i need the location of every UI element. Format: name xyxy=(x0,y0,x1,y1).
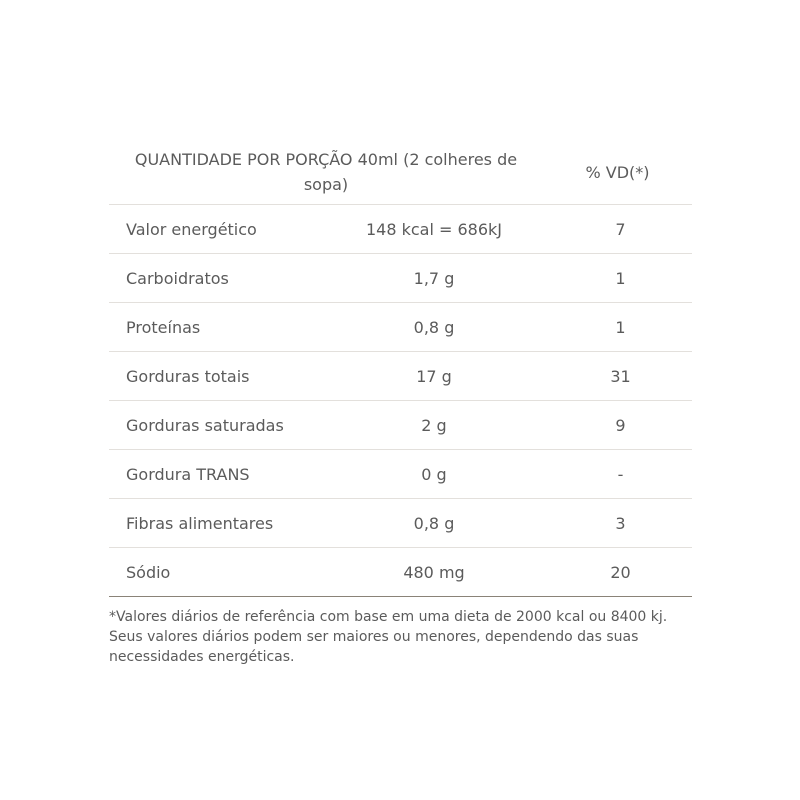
nutrient-amount: 17 g xyxy=(416,366,452,386)
nutrient-name: Sódio xyxy=(126,562,171,582)
serving-size-line-1: QUANTIDADE POR PORÇÃO 40ml (2 colheres de xyxy=(134,150,518,169)
table-row xyxy=(109,548,692,597)
footnote-line-2: Seus valores diários podem ser maiores ou menores, dependendo das suas xyxy=(109,629,639,645)
table-row xyxy=(109,254,692,303)
nutrient-name: Gordura TRANS xyxy=(126,464,250,484)
serving-size-header xyxy=(109,147,543,197)
nutrient-amount: 148 kcal = 686kJ xyxy=(365,219,503,239)
table-header xyxy=(109,140,692,205)
nutrient-daily-value: 1 xyxy=(615,317,626,337)
nutrient-amount: 1,7 g xyxy=(413,268,455,288)
table-row xyxy=(109,450,692,499)
table-row xyxy=(109,499,692,548)
nutrient-name: Gorduras totais xyxy=(126,366,250,386)
nutrient-name: Carboidratos xyxy=(126,268,229,288)
nutrient-name: Gorduras saturadas xyxy=(126,415,284,435)
nutrient-daily-value: - xyxy=(617,464,624,484)
nutrition-table xyxy=(109,140,692,597)
nutrient-daily-value: 7 xyxy=(615,219,626,239)
nutrient-daily-value: 1 xyxy=(615,268,626,288)
nutrient-amount: 480 mg xyxy=(403,562,465,582)
daily-value-footnote xyxy=(109,607,692,667)
nutrient-amount: 0 g xyxy=(421,464,447,484)
nutrient-name: Proteínas xyxy=(126,317,201,337)
table-row xyxy=(109,205,692,254)
nutrient-amount: 0,8 g xyxy=(413,513,455,533)
nutrient-daily-value: 9 xyxy=(615,415,626,435)
table-row xyxy=(109,401,692,450)
footnote-line-1: *Valores diários de referência com base em uma dieta de 2000 kcal ou 8400 kj. xyxy=(109,609,668,625)
footnote-line-3: necessidades energéticas. xyxy=(109,649,295,665)
nutrient-name: Valor energético xyxy=(126,219,257,239)
nutrient-name: Fibras alimentares xyxy=(126,513,274,533)
nutrient-daily-value: 31 xyxy=(610,366,631,386)
daily-value-header: % VD(*) xyxy=(585,162,650,182)
table-row xyxy=(109,352,692,401)
table-row xyxy=(109,303,692,352)
nutrient-amount: 2 g xyxy=(421,415,447,435)
nutrient-daily-value: 20 xyxy=(610,562,631,582)
nutrient-daily-value: 3 xyxy=(615,513,626,533)
nutrient-amount: 0,8 g xyxy=(413,317,455,337)
serving-size-line-2: sopa) xyxy=(303,175,349,194)
